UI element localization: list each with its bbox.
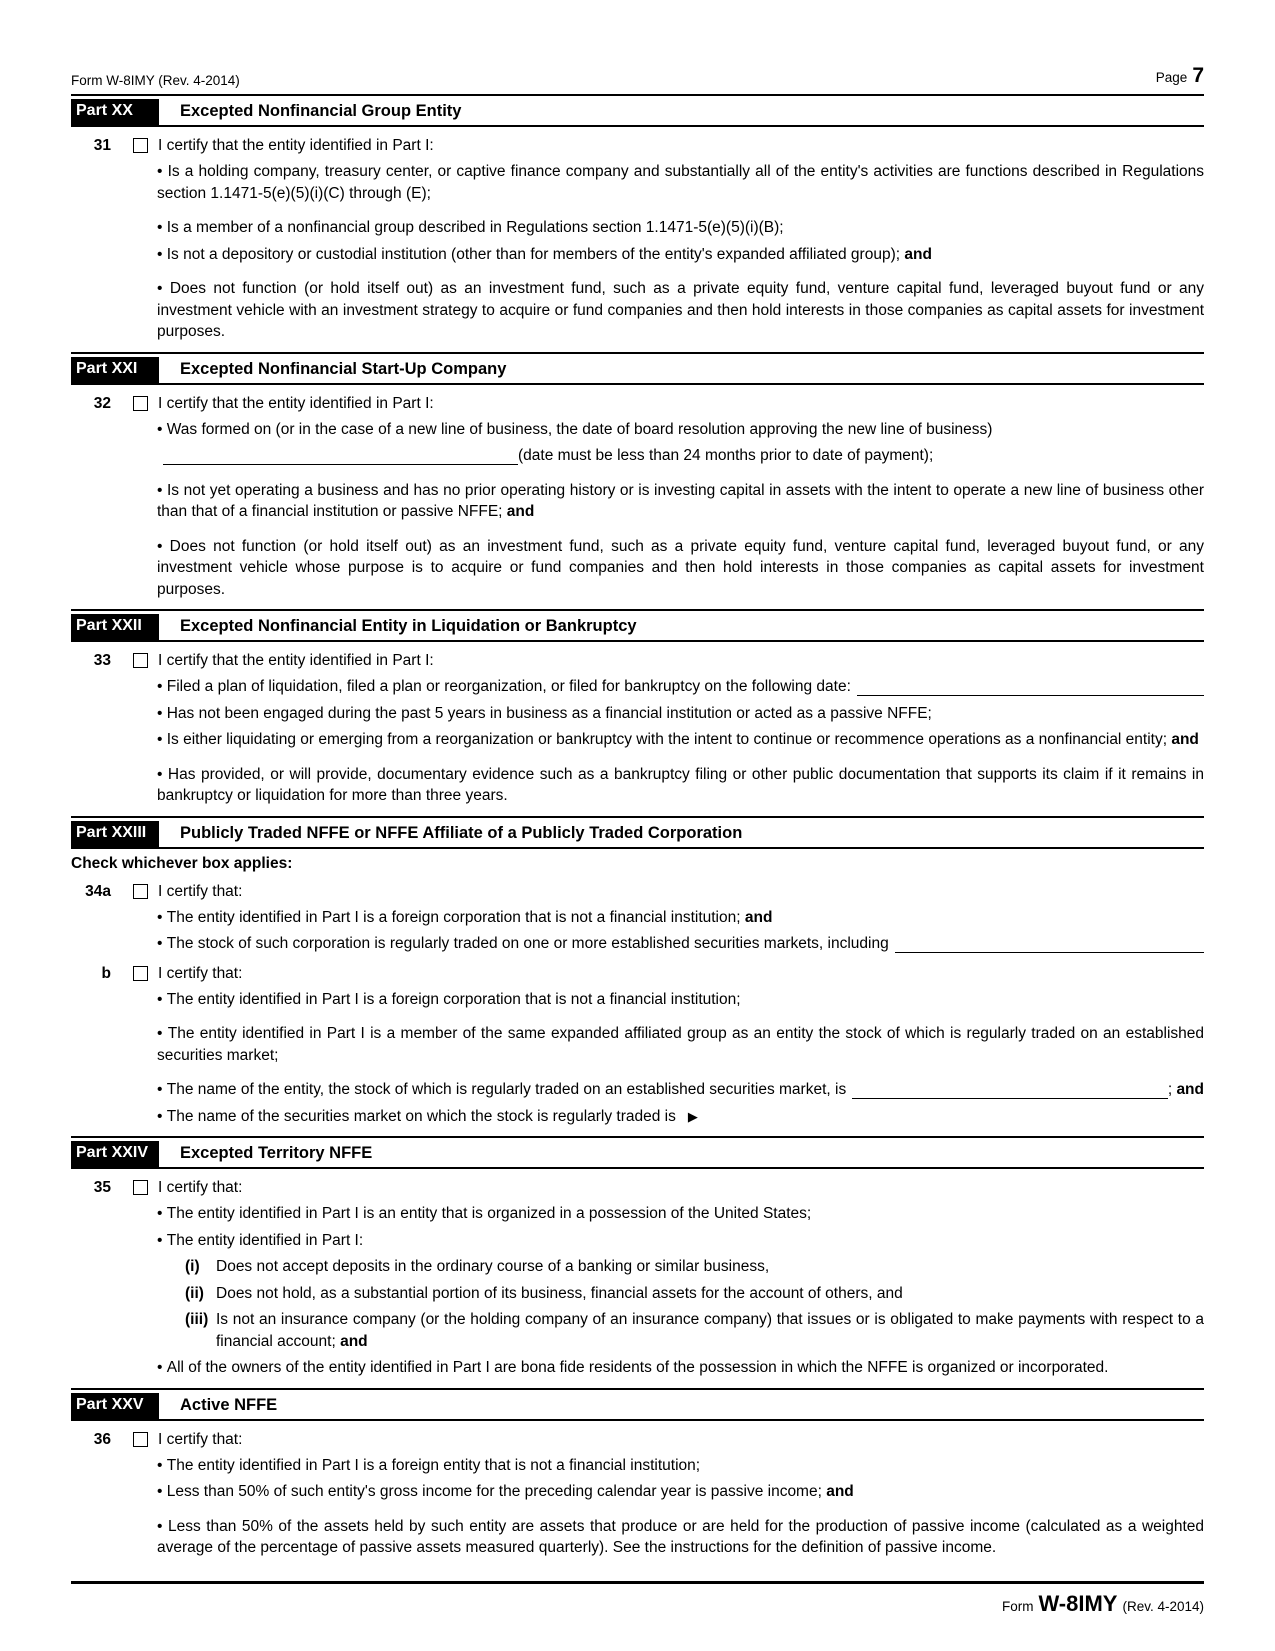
text-segment: • The name of the entity, the stock of which is regularly traded on an established securities market, is: [166, 1081, 847, 1098]
text-segment: ;: [1167, 1081, 1177, 1098]
certify-checkbox-35[interactable]: [133, 1180, 148, 1195]
bullet-item: [157, 419, 1204, 441]
part-section-part-xxii: [71, 609, 1204, 816]
part-title: Excepted Nonfinancial Group Entity: [180, 102, 462, 120]
bullet-item: [157, 536, 1204, 601]
bullet-list: [157, 419, 1204, 601]
text-segment: Does not function (or hold itself out) as an investment fund, such as a private equity fund, venture capital fund, leveraged buyout fund, or any investment vehicle whose purpose is to acquire or fund companies and then hold interests in those companies as capital assets for investment purposes.: [157, 537, 1205, 598]
bullet-item: [157, 1106, 1204, 1128]
bold-text-segment: and: [826, 1483, 854, 1500]
bullet-item: [157, 729, 1204, 751]
text-segment: Is a member of a nonfinancial group described in Regulations section 1.1471-5(e)(5)(i)(B);: [166, 219, 784, 236]
text-segment: • The stock of such corporation is regularly traded on one or more established securities markets, including: [166, 935, 889, 952]
part-header: [71, 99, 1204, 127]
page-header: [71, 64, 1204, 94]
page-number-label: [1156, 64, 1204, 88]
sub-item-text: [216, 1309, 1204, 1352]
part-header: [71, 614, 1204, 642]
part-label: Part XXII: [71, 614, 159, 640]
part-header: [71, 357, 1204, 385]
text-segment: The name of the securities market on which the stock is regularly traded is: [166, 1107, 676, 1125]
bullet-item: [157, 764, 1204, 807]
bullet-item: [157, 480, 1204, 523]
text-segment: Does not function (or hold itself out) as an investment fund, such as a private equity fund, venture capital fund, leveraged buyout fund or any investment vehicle with an investment strategy to acquire or fund companies and then hold interests in those companies as capital assets for investment purposes.: [157, 280, 1205, 340]
bullet-list: [157, 989, 1204, 1128]
bullet-item: [157, 703, 1204, 725]
part-title: Excepted Nonfinancial Start-Up Company: [180, 359, 507, 378]
text-segment: Is not an insurance company (or the holding company of an insurance company) that issues or is obligated to make payments with respect to a financial account;: [216, 1311, 1204, 1350]
bullet-item: [157, 217, 1204, 239]
bold-text-segment: and: [744, 908, 773, 926]
fill-in-blank[interactable]: [852, 1081, 1168, 1099]
bullet-list: [157, 907, 1204, 955]
text-segment: Does not accept deposits in the ordinary course of a banking or similar business,: [216, 1258, 770, 1275]
line-number-34b: b: [101, 964, 111, 982]
footer-form-rev: (Rev. 4-2014): [1122, 1598, 1204, 1614]
text-segment: Is a holding company, treasury center, or captive finance company and substantially all of the entity's activities are functions described in Regulations section 1.1471-5(e)(5)(i)(C) through (E);: [157, 163, 1205, 202]
text-segment: Less than 50% of the assets held by such entity are assets that produce or are held for the production of passive income (calculated as a weighted average of the percentage of passive assets measured quarterly). See the instructions for the definition of passive income.: [157, 1517, 1205, 1556]
part-title: Excepted Nonfinancial Entity in Liquidation or Bankruptcy: [180, 617, 637, 635]
sub-item-marker: (ii): [185, 1284, 204, 1302]
text-segment: The entity identified in Part I is an entity that is organized in a possession of the United States;: [166, 1205, 812, 1222]
certify-lead: I certify that:: [158, 1430, 243, 1448]
part-label: Part XXV: [71, 1393, 159, 1419]
bold-text-segment: and: [904, 245, 932, 263]
part-label: Part XX: [71, 99, 159, 125]
sub-item-marker: (iii): [185, 1311, 209, 1328]
certify-item-31: [71, 136, 1204, 156]
page-number: 7: [1192, 64, 1204, 87]
bullet-item: [157, 244, 1204, 266]
certify-checkbox-31[interactable]: [133, 138, 148, 153]
bullet-item: [157, 1455, 1204, 1477]
text-segment: Less than 50% of such entity's gross income for the preceding calendar year is passive income;: [166, 1483, 827, 1500]
bullet-item: [157, 1516, 1204, 1559]
part-section-part-xxi: [71, 352, 1204, 610]
text-segment: Was formed on (or in the case of a new line of business, the date of board resolution approving the new line of business): [166, 420, 993, 438]
sub-item: [185, 1283, 1204, 1305]
page-word: Page: [1155, 70, 1188, 85]
bullet-item: [157, 907, 1204, 929]
certify-lead: I certify that the entity identified in Part I:: [158, 137, 434, 154]
part-section-part-xxiv: [71, 1136, 1204, 1388]
bullet-item: [157, 278, 1204, 343]
bullet-item: [157, 1023, 1204, 1066]
form-id-text: Form W-8IMY (Rev. 4-2014): [71, 73, 240, 88]
text-segment: Has not been engaged during the past 5 years in business as a financial institution or acted as a passive NFFE;: [166, 704, 932, 722]
text-segment: The entity identified in Part I:: [166, 1231, 364, 1249]
certify-checkbox-33[interactable]: [133, 653, 148, 668]
text-segment: • Filed a plan of liquidation, filed a plan or reorganization, or filed for bankruptcy on the following date:: [166, 678, 851, 695]
part-header: [71, 1141, 1204, 1169]
part-title: Excepted Territory NFFE: [180, 1144, 373, 1162]
bullet-item: [157, 676, 1204, 698]
page-footer: [71, 1584, 1204, 1617]
bullet-item: [157, 1230, 1204, 1252]
text-segment: Does not hold, as a substantial portion of its business, financial assets for the account of others, and: [216, 1284, 903, 1302]
certify-item-35: [71, 1178, 1204, 1198]
part-header: [71, 821, 1204, 849]
text-segment: The entity identified in Part I is a member of the same expanded affiliated group as an entity the stock of which is regularly traded on an established securities market;: [157, 1025, 1205, 1064]
fill-in-blank[interactable]: [163, 447, 518, 465]
certify-item-36: [71, 1430, 1204, 1450]
fill-in-blank[interactable]: [857, 678, 1204, 696]
line-number-31: 31: [93, 137, 111, 154]
text-segment: (date must be less than 24 months prior to date of payment);: [518, 447, 934, 464]
certify-item-34a: [71, 882, 1204, 902]
bullet-item: [157, 445, 1204, 467]
bold-text-segment: and: [340, 1332, 368, 1350]
certify-lead: I certify that:: [158, 964, 243, 982]
line-number-34a: 34a: [85, 882, 111, 900]
part-title: Active NFFE: [180, 1395, 278, 1414]
certify-item-34b: [71, 964, 1204, 984]
fill-in-blank[interactable]: [895, 935, 1204, 953]
text-segment: All of the owners of the entity identified in Part I are bona fide residents of the possession in which the NFFE is organized or incorporated.: [166, 1359, 1109, 1376]
certify-checkbox-34a[interactable]: [133, 884, 148, 899]
bullet-item: [157, 933, 1204, 955]
footer-form-name: W-8IMY: [1038, 1590, 1118, 1616]
bold-text-segment: and: [1176, 1081, 1204, 1098]
sub-item-marker: (i): [185, 1258, 200, 1275]
certify-checkbox-34b[interactable]: [133, 966, 148, 981]
part-section-part-xxv: [71, 1388, 1204, 1568]
part-label: Part XXIV: [71, 1141, 159, 1167]
part-note: Check whichever box applies:: [71, 854, 293, 872]
text-segment: The entity identified in Part I is a foreign corporation that is not a financial institution;: [166, 908, 745, 926]
line-number-32: 32: [93, 394, 111, 412]
certify-lead: I certify that the entity identified in Part I:: [158, 652, 434, 669]
line-number-35: 35: [93, 1179, 111, 1196]
sub-item-text: [216, 1283, 1204, 1305]
part-title: Publicly Traded NFFE or NFFE Affiliate of a Publicly Traded Corporation: [180, 823, 743, 842]
bold-text-segment: and: [1171, 731, 1199, 748]
sub-item: [185, 1256, 1204, 1278]
part-header: [71, 1393, 1204, 1421]
bullet-item: [157, 1079, 1204, 1101]
bullet-item: [157, 161, 1204, 204]
bold-text-segment: and: [506, 503, 535, 520]
certify-item-32: [71, 394, 1204, 414]
sub-item: [185, 1309, 1204, 1352]
certify-lead: I certify that the entity identified in Part I:: [158, 394, 434, 412]
text-segment: Is not a depository or custodial institution (other than for members of the entity's expanded affiliated group);: [166, 245, 905, 263]
part-label: Part XXI: [71, 357, 159, 383]
certify-lead: I certify that:: [158, 1179, 243, 1196]
bullet-list: [157, 161, 1204, 343]
bullet-item: [157, 1203, 1204, 1225]
line-number-33: 33: [93, 652, 111, 669]
bullet-list: [157, 676, 1204, 807]
part-section-part-xxiii: [71, 816, 1204, 1137]
certify-checkbox-32[interactable]: [133, 396, 148, 411]
line-number-36: 36: [93, 1430, 111, 1448]
arrowhead-right-icon: ▶: [687, 1108, 698, 1124]
bullet-item: [157, 1357, 1204, 1379]
bullet-item: [157, 1481, 1204, 1503]
certify-item-33: [71, 651, 1204, 671]
form-parts: [71, 94, 1204, 1568]
certify-checkbox-36[interactable]: [133, 1432, 148, 1447]
text-segment: The entity identified in Part I is a foreign entity that is not a financial institution;: [166, 1456, 701, 1474]
certify-lead: I certify that:: [158, 882, 243, 900]
text-segment: Is either liquidating or emerging from a reorganization or bankruptcy with the intent to continue or recommence operations as a nonfinancial entity;: [166, 731, 1172, 748]
part-label: Part XXIII: [71, 821, 159, 847]
sub-item-text: [216, 1256, 1204, 1278]
bullet-list: [157, 1455, 1204, 1559]
text-segment: The entity identified in Part I is a foreign corporation that is not a financial institution;: [166, 990, 741, 1008]
part-section-part-xx: [71, 94, 1204, 352]
bullet-list: [157, 1203, 1204, 1379]
footer-form-word: Form: [1001, 1598, 1034, 1614]
text-segment: Is not yet operating a business and has no prior operating history or is investing capital in assets with the intent to operate a new line of business other than that of a financial institution or passive NFFE;: [157, 481, 1204, 520]
bullet-item: [157, 989, 1204, 1011]
text-segment: Has provided, or will provide, documentary evidence such as a bankruptcy filing or other public documentation that supports its claim if it remains in bankruptcy or liquidation for more than three years.: [157, 765, 1204, 804]
